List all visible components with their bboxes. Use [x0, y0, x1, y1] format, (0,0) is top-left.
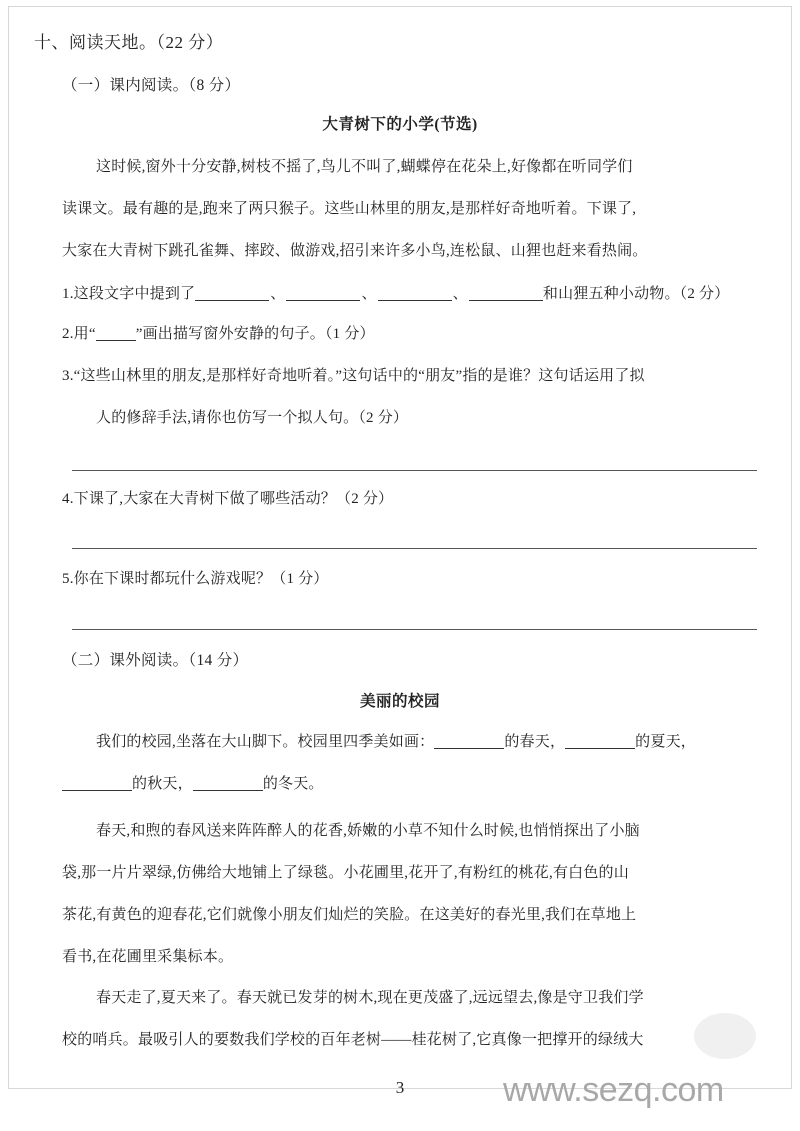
passage-two-blank-winter[interactable] — [193, 790, 263, 791]
passage-one-line-1: 这时候,窗外十分安静,树枝不摇了,鸟儿不叫了,蝴蝶停在花朵上,好像都在听同学们 — [96, 159, 633, 175]
passage-two-intro-prefix: 我们的校园,坐落在大山脚下。校园里四季美如画： — [96, 734, 435, 750]
site-url-watermark: www.sezq.com — [503, 1071, 724, 1109]
question-4-text: 下课了,大家在大青树下做了哪些活动？（2 分） — [73, 491, 394, 507]
passage-two-intro-d: 的冬天。 — [262, 776, 324, 792]
question-2-text-after: ”画出描写窗外安静的句子。（1 分） — [135, 326, 375, 342]
answer-line-q5[interactable] — [72, 629, 757, 630]
question-1-blank-4[interactable] — [469, 300, 543, 301]
question-1-suffix: 和山狸五种小动物。（2 分） — [542, 286, 730, 302]
passage-two-title: 美丽的校园 — [359, 693, 440, 710]
passage-one-line-2: 读课文。最有趣的是,跑来了两只猴子。这些山林里的朋友,是那样好奇地听着。下课了, — [62, 201, 637, 217]
question-1-prefix: 这段文字中提到了 — [73, 286, 196, 302]
question-4 — [62, 492, 393, 507]
part-one-label: （一）课内阅读。（8 分） — [62, 77, 241, 94]
passage-two-para2-line-4: 看书,在花圃里采集标本。 — [62, 949, 234, 965]
passage-two-para3-line-1: 春天走了,夏天来了。春天就已发芽的树木,现在更茂盛了,远远望去,像是守卫我们学 — [96, 990, 644, 1006]
answer-line-q3[interactable] — [72, 470, 757, 471]
question-3-number: 3. — [62, 368, 74, 384]
question-1 — [62, 287, 729, 302]
passage-two-para3-line-2: 校的哨兵。最吸引人的要数我们学校的百年老树——桂花树了,它真像一把撑开的绿绒大 — [62, 1032, 644, 1048]
passage-two-intro-line-1 — [96, 735, 696, 750]
passage-two-intro-line-2 — [62, 777, 324, 792]
question-5-number: 5. — [62, 571, 74, 587]
question-3-line-2: 人的修辞手法,请你也仿写一个拟人句。（2 分） — [96, 410, 409, 426]
passage-two-blank-spring[interactable] — [434, 748, 504, 749]
question-1-sep-2: 、 — [361, 286, 377, 302]
question-1-number: 1. — [62, 286, 74, 302]
question-5 — [62, 572, 329, 587]
section-heading: 十、阅读天地。（22 分） — [34, 33, 224, 52]
question-2 — [62, 327, 375, 342]
page-number: 3 — [395, 1078, 405, 1097]
passage-two-intro-c: 的秋天， — [132, 776, 193, 792]
part-two-label: （二）课外阅读。（14 分） — [62, 652, 249, 669]
stamp-watermark-icon — [694, 1013, 756, 1059]
passage-one-line-3: 大家在大青树下跳孔雀舞、摔跤、做游戏,招引来许多小鸟,连松鼠、山狸也赶来看热闹。 — [62, 243, 648, 259]
question-2-text-before: 用“ — [73, 326, 96, 342]
question-1-blank-2[interactable] — [286, 300, 360, 301]
question-2-number: 2. — [62, 326, 74, 342]
passage-two-blank-autumn[interactable] — [62, 790, 132, 791]
passage-two-intro-a: 的春天， — [504, 734, 566, 750]
question-3-line-1 — [62, 369, 645, 384]
passage-two-para2-line-2: 袋,那一片片翠绿,仿佛给大地铺上了绿毯。小花圃里,花开了,有粉红的桃花,有白色的山 — [62, 865, 629, 881]
passage-two-blank-summer[interactable] — [565, 748, 635, 749]
question-1-blank-3[interactable] — [378, 300, 452, 301]
answer-line-q4[interactable] — [72, 548, 757, 549]
passage-two-para2-line-3: 茶花,有黄色的迎春花,它们就像小朋友们灿烂的笑脸。在这美好的春光里,我们在草地上 — [62, 907, 637, 923]
passage-two-para2-line-1: 春天,和煦的春风送来阵阵醉人的花香,娇嫩的小草不知什么时候,也悄悄探出了小脑 — [96, 823, 640, 839]
question-2-underline-mark — [96, 340, 136, 341]
question-1-blank-1[interactable] — [195, 300, 269, 301]
question-3-text-1: “这些山林里的朋友,是那样好奇地听着。”这句话中的“朋友”指的是谁？这句话运用了拟 — [73, 368, 645, 384]
passage-two-intro-b: 的夏天， — [635, 734, 696, 750]
question-1-sep-1: 、 — [270, 286, 286, 302]
passage-one-title: 大青树下的小学(节选) — [322, 116, 478, 133]
question-5-text: 你在下课时都玩什么游戏呢？（1 分） — [73, 571, 329, 587]
question-1-sep-3: 、 — [452, 286, 468, 302]
question-4-number: 4. — [62, 491, 74, 507]
